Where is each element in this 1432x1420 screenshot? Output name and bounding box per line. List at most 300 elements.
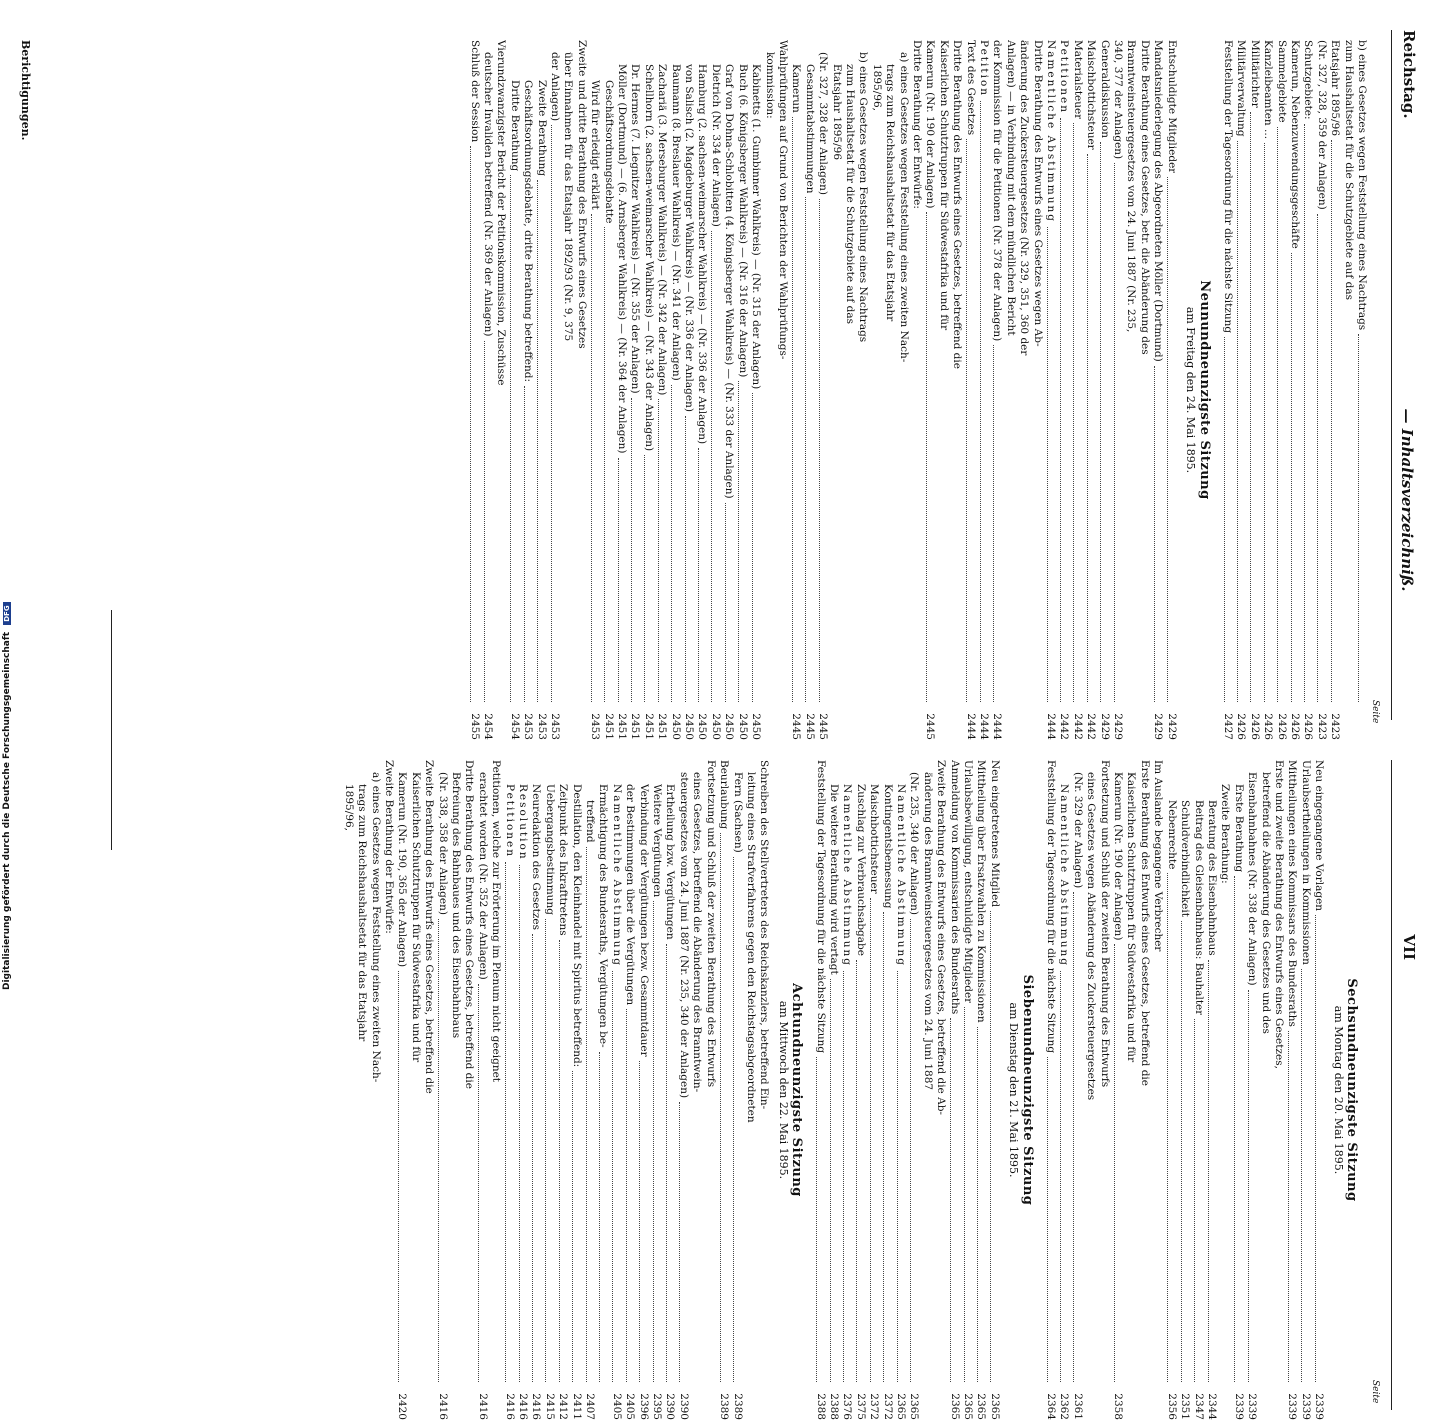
index-entry <box>1164 760 1177 1420</box>
entry-title: Entschuldigte Mitglieder <box>1165 40 1178 174</box>
index-text-line: Etatsjahr 1895/96 <box>830 64 843 161</box>
entry-title: Verbindung der Vergütungen bezw. Gesammtdauer <box>637 784 650 1057</box>
entry-page-number: 2388 <box>827 1393 840 1420</box>
dot-leader <box>1237 141 1238 702</box>
index-entry <box>735 40 748 740</box>
entry-page-number: 2429 <box>1152 713 1165 740</box>
dot-leader <box>1073 892 1074 1382</box>
dot-leader <box>658 399 659 702</box>
dot-leader <box>1167 177 1168 702</box>
entry-title: 340, 377 der Anlagen) <box>1112 40 1125 160</box>
entry-page-number: 2407 <box>584 1393 597 1420</box>
index-text-line: Dritte Berathung des Entwurfs eines Gesetzes, betreffend die <box>463 760 476 1089</box>
dot-leader <box>870 898 871 1382</box>
index-text-line: eines Gesetzes, betreffend die Abänderung des Branntwein- <box>691 772 704 1093</box>
index-entry <box>677 760 690 1420</box>
entry-title: Militärverwaltung <box>1235 40 1248 137</box>
entry-title: Feststellung der Tagesordnung für die nächste Sitzung <box>814 760 827 1054</box>
session-heading: Siebenundneunzigste Sitzung <box>1019 974 1035 1206</box>
index-entry <box>923 40 936 740</box>
entry-title: Die weitere Berathung wird vertagt <box>827 784 840 975</box>
index-entry <box>1111 40 1124 740</box>
index-entry <box>615 40 628 740</box>
index-entry <box>987 760 1000 1420</box>
entry-page-number: 2344 <box>1205 1393 1218 1420</box>
entry-page-number: 2405 <box>610 1393 623 1420</box>
index-text-line: Schreiben des Stellvertreters des Reichskanzlers, betreffend Ein- <box>758 760 771 1110</box>
index-entry <box>628 40 641 740</box>
entry-title: Nebenrechte <box>1165 800 1178 870</box>
entry-title: Namentliche Abstimmung <box>1058 784 1071 967</box>
entry-title: Kamerun (Nr. 190, 365 der Anlagen) <box>396 772 409 968</box>
index-entry <box>1164 40 1177 740</box>
index-entry <box>1084 40 1097 740</box>
session-heading: Achtundneunzigste Sitzung <box>789 983 805 1197</box>
index-entry <box>521 40 534 740</box>
entry-page-number: 2453 <box>589 713 602 740</box>
dot-leader <box>1087 154 1088 702</box>
dot-leader <box>1154 366 1155 702</box>
entry-title: Feststellung der Tagesordnung für die nächste Sitzung <box>1221 40 1234 334</box>
index-text-line: Fortsetzung und Schluß der zweiten Berathung des Entwurfs <box>1098 760 1111 1088</box>
index-entry <box>655 40 668 740</box>
dot-leader <box>752 393 753 702</box>
entry-title: Zeitpunkt des Inkrafttretens <box>557 784 570 936</box>
dot-leader <box>639 1061 640 1382</box>
entry-page-number: 2365 <box>988 1393 1001 1420</box>
entry-title: Schuldverbindlichkeit <box>1179 800 1192 917</box>
entry-page-number: 2365 <box>895 1393 907 1420</box>
dot-leader <box>990 911 991 1382</box>
entry-title: Maischbottichsteuer <box>868 784 881 894</box>
dot-leader <box>1315 915 1316 1382</box>
entry-page-number: 2339 <box>1299 1393 1312 1420</box>
dot-leader <box>1073 123 1074 702</box>
dot-leader <box>532 934 533 1382</box>
entry-page-number: 2416 <box>530 1393 543 1420</box>
dot-leader <box>1291 253 1292 702</box>
dot-leader <box>1234 876 1235 1382</box>
entry-title: Kamerun (Nr. 190 der Anlagen) <box>924 40 937 209</box>
entry-page-number: 2454 <box>482 713 494 740</box>
index-entry <box>1328 40 1341 740</box>
entry-title: Dritte Berathung <box>508 80 521 172</box>
entry-title: Neu eingegangene Vorlagen <box>1313 760 1326 912</box>
entry-title: Text des Gesetzes <box>964 40 977 136</box>
dot-leader <box>1301 969 1302 1382</box>
entry-page-number: 2451 <box>616 713 629 740</box>
entry-title: Erste Berathung <box>1232 784 1245 873</box>
index-text-line: Erste und zweite Berathung des Entwurfs eines Gesetzes, <box>1272 760 1285 1069</box>
entry-page-number: 2444 <box>1045 713 1058 740</box>
index-entry <box>636 760 649 1420</box>
entry-title: der Kommission für die Petitionen (Nr. 378 der Anlagen) <box>991 40 1004 342</box>
index-text-line: über Einnahmen für das Etatsjahr 1892/93 (Nr. 9, 375 <box>562 52 575 342</box>
entry-page-number: 2429 <box>1112 713 1125 740</box>
index-entry <box>641 40 654 740</box>
session-date: am Mittwoch den 22. Mai 1895. <box>776 1000 790 1180</box>
dot-leader <box>612 971 613 1382</box>
entry-page-number: 2426 <box>1235 713 1248 740</box>
page-header-left: Reichstag. <box>1400 30 1418 119</box>
index-text-line: Zweite Berathung des Entwurfs eines Gesetzes, betreffend die <box>423 760 436 1094</box>
index-text-line: Fortsetzung und Schluß der zweiten Berathung des Entwurfs <box>704 760 717 1088</box>
entry-title: Sammelgebiete <box>1275 40 1288 123</box>
entry-page-number: 2429 <box>1165 713 1178 740</box>
entry-page-number: 2365 <box>962 1393 975 1420</box>
dot-leader <box>1317 214 1318 702</box>
dot-leader <box>653 901 654 1382</box>
index-entry <box>516 760 529 1420</box>
dot-leader <box>604 227 605 702</box>
entry-page-number: 2451 <box>602 713 615 740</box>
index-text-line: zum Haushaltsetat für die Schutzgebiete auf das <box>843 64 856 324</box>
entry-page-number: 2416 <box>436 1393 449 1420</box>
dot-leader <box>438 919 439 1382</box>
entry-title: Dietrich (Nr. 334 der Anlagen) <box>709 64 722 227</box>
entry-title: Zachariä (3. Merseburger Wahlkreis) — (Nr. 342 der Anlagen) <box>656 64 669 396</box>
index-text-line: trags zum Reichshaushaltsetat für das Etatsjahr <box>884 64 897 322</box>
dot-leader <box>666 944 667 1382</box>
entry-title: Resolution <box>517 784 530 861</box>
session-heading: Sechsundneunzigste Sitzung <box>1344 978 1359 1202</box>
index-column-right <box>341 760 1368 1420</box>
dot-leader <box>720 833 721 1382</box>
entry-page-number: 2445 <box>924 713 937 740</box>
dot-leader <box>1224 337 1225 702</box>
dot-leader <box>1248 990 1249 1382</box>
dot-leader <box>950 1018 951 1382</box>
entry-page-number: 2411 <box>570 1393 583 1420</box>
dot-leader <box>725 503 726 702</box>
entry-page-number: 2420 <box>396 1393 409 1420</box>
entry-page-number: 2396 <box>637 1393 650 1420</box>
index-text-line: 1895/96, <box>342 784 355 831</box>
index-entry <box>1285 760 1298 1420</box>
entry-title: Feststellung der Tagesordnung für die nächste Sitzung <box>1045 760 1058 1054</box>
index-entry <box>802 40 815 740</box>
dot-leader <box>551 125 552 702</box>
dot-leader <box>1250 112 1251 702</box>
entry-page-number: 2426 <box>1248 713 1261 740</box>
entry-title: b) eines Gesetzes wegen Feststellung eines Nachtrags <box>1356 40 1368 331</box>
entry-title: Zweite Berathung <box>535 80 548 177</box>
entry-title: Militärichter <box>1248 40 1261 108</box>
dot-leader <box>993 345 994 702</box>
index-entry <box>977 40 990 740</box>
dot-leader <box>1264 143 1265 702</box>
index-entry <box>1191 760 1204 1420</box>
entry-title: (Nr. 235, 340 der Anlagen) <box>908 772 921 915</box>
dot-leader <box>519 865 520 1382</box>
entry-page-number: 2442 <box>1071 713 1084 740</box>
index-text-line: Dritte Berathung des Entwurfs eines Gesetzes, betreffend die <box>951 40 964 369</box>
index-text-line: Zweite und dritte Berathung des Entwurfs eines Gesetzes <box>575 40 588 349</box>
index-text-line: Kaiserlichen Schutztruppen für Südwestafrika und für <box>1125 772 1138 1063</box>
entry-title: Wird für erledigt erklärt <box>589 80 602 210</box>
entry-page-number: 2451 <box>656 713 669 740</box>
index-text-line: trags zum Reichshaushaltsetat für das Etatsjahr <box>356 784 369 1042</box>
entry-title: Beurlaubung <box>718 760 731 830</box>
entry-title: Maischbottichsteuer <box>1085 40 1098 150</box>
entry-page-number: 2426 <box>1262 713 1275 740</box>
dot-leader <box>545 919 546 1382</box>
index-entry <box>894 760 907 1420</box>
index-entry <box>481 40 494 740</box>
session-heading: Neunundneunzigste Sitzung <box>1196 280 1212 500</box>
entry-title: Kanzleibeamten ... <box>1262 40 1275 140</box>
dot-leader <box>685 416 686 702</box>
index-entry <box>467 40 480 740</box>
index-entry <box>435 760 448 1420</box>
dot-leader <box>816 1057 817 1382</box>
entry-title: Petition <box>978 40 991 98</box>
dot-leader <box>1358 334 1359 702</box>
entry-page-number: 2426 <box>1302 713 1315 740</box>
index-entry <box>1205 760 1218 1420</box>
dot-leader <box>626 1009 627 1382</box>
index-entry <box>1314 40 1327 740</box>
dot-leader <box>805 197 806 702</box>
index-entry <box>974 760 987 1420</box>
entry-page-number: 2442 <box>1058 713 1071 740</box>
entry-title: von Salisch (2. Magdeburger Wahlkreis) — (Nr. 336 der Anlagen) <box>683 64 696 412</box>
dot-leader <box>631 398 632 702</box>
index-entry <box>990 40 1003 740</box>
index-text-line: Kaiserlichen Schutztruppen für Südwestafrika und für <box>937 40 950 331</box>
entry-page-number: 2423 <box>1329 713 1342 740</box>
dot-leader <box>964 1007 965 1382</box>
entry-page-number: 2365 <box>975 1393 988 1420</box>
entry-page-number: 2351 <box>1179 1393 1192 1420</box>
dot-leader <box>1114 944 1115 1382</box>
dot-leader <box>733 857 734 1382</box>
entry-page-number: 2365 <box>908 1393 921 1420</box>
entry-page-number: 2361 <box>1071 1393 1084 1420</box>
entry-title: Generaldiskussion <box>1098 40 1111 139</box>
entry-page-number: 2389 <box>718 1393 731 1420</box>
entry-page-number: 2362 <box>1058 1393 1071 1420</box>
index-entry <box>556 760 569 1420</box>
index-entry <box>1245 760 1258 1420</box>
entry-page-number: 2347 <box>1192 1393 1205 1420</box>
dot-leader <box>926 212 927 702</box>
entry-page-number: 2442 <box>1085 713 1098 740</box>
index-entry <box>529 760 542 1420</box>
index-entry <box>963 40 976 740</box>
dot-leader <box>883 912 884 1382</box>
entry-title: Kamerun, Nebenzuwendungsgeschäfte <box>1288 40 1301 249</box>
dot-leader <box>1331 140 1332 702</box>
index-entry <box>623 760 636 1420</box>
dot-leader <box>819 199 820 702</box>
index-entry <box>1298 760 1311 1420</box>
entry-title: (Nr. 327, 328 der Anlagen) <box>817 52 830 195</box>
entry-title: erachtet worden (Nr. 352 der Anlagen) <box>476 772 489 980</box>
entry-title: Schellhorn (2. sachsen-weimarscher Wahlkreis) — (Nr. 343 der Anlagen) <box>642 64 655 452</box>
entry-page-number: 2451 <box>629 713 642 740</box>
entry-title: Ertheilung bzw. Vergütungen <box>664 784 677 940</box>
entry-page-number: 2453 <box>522 713 535 740</box>
entry-page-number: 2450 <box>723 713 736 740</box>
entry-title: Materialsteuer <box>1071 40 1084 120</box>
entry-title: Namentliche Abstimmung <box>610 784 623 967</box>
dot-leader <box>698 448 699 702</box>
index-entry <box>853 760 866 1420</box>
entry-title: Anmeldung von Kommissarien des Bundesraths <box>948 760 961 1015</box>
entry-page-number: 2455 <box>468 713 481 740</box>
entry-title: Urlaubsertheilungen in Kommissionen <box>1299 760 1312 965</box>
entry-page-number: 2416 <box>476 1393 489 1420</box>
index-text-line: änderung des Branntweinsteuergesetzes vom 24. Juni 1887 <box>921 772 934 1091</box>
index-entry <box>395 760 408 1420</box>
entry-title: Gesammtabstimmungen <box>803 64 816 194</box>
dot-leader <box>1114 163 1115 702</box>
dot-leader <box>1060 971 1061 1382</box>
entry-page-number: 2412 <box>557 1393 570 1420</box>
index-entry <box>583 760 596 1420</box>
dot-leader <box>1208 960 1209 1382</box>
dot-leader <box>470 146 471 702</box>
index-entry <box>947 760 960 1420</box>
dot-leader <box>591 214 592 702</box>
index-entry <box>548 40 561 740</box>
entry-title: der Anlagen) <box>549 52 562 122</box>
dot-leader <box>478 984 479 1382</box>
entry-page-number: 2445 <box>817 713 830 740</box>
entry-title: Petitionen <box>1058 40 1071 115</box>
entry-title: (Nr. 338, 358 der Anlagen) <box>436 772 449 915</box>
entry-page-number: 2339 <box>1313 1393 1326 1420</box>
dot-leader <box>980 101 981 702</box>
entry-page-number: 2450 <box>709 713 722 740</box>
entry-page-number: 2445 <box>803 713 816 740</box>
index-text-line: Zweite Berathung: <box>1219 784 1232 884</box>
index-entry <box>609 760 622 1420</box>
entry-page-number: 2372 <box>881 1393 894 1420</box>
entry-title: Neu eingetretenes Mitglied <box>988 760 1001 908</box>
index-entry <box>1151 40 1164 740</box>
index-text-line: Branntweinsteuergesetzes vom 24. Juni 1887 (Nr. 235, <box>1125 40 1138 333</box>
index-entry <box>663 760 676 1420</box>
entry-title: Namentliche Abstimmung <box>1045 40 1058 223</box>
dot-leader <box>1167 873 1168 1382</box>
entry-title: Petitionen <box>503 784 516 859</box>
entry-title: Mittheilung über Ersatzwahlen zu Kommissionen <box>975 760 988 1023</box>
entry-page-number: 2364 <box>1045 1393 1058 1420</box>
dot-leader <box>572 1071 573 1382</box>
index-text-line: Dritte Berathung eines Gesetzes, betr. die Abänderung des <box>1138 40 1151 355</box>
index-entry <box>475 760 488 1420</box>
entry-page-number: 2426 <box>1288 713 1301 740</box>
dot-leader <box>680 1102 681 1382</box>
entry-page-number: 2356 <box>1165 1393 1178 1420</box>
entry-title: Schluß der Session <box>468 40 481 143</box>
dot-leader <box>559 940 560 1382</box>
entry-title: Weitere Vergütungen <box>651 784 664 898</box>
index-entry <box>1097 40 1110 740</box>
separator-line <box>111 610 112 850</box>
entry-page-number: 2450 <box>736 713 749 740</box>
index-text-line: Petitionen, welche zur Erörterung im Plenum nicht geeignet <box>490 760 503 1083</box>
index-entry <box>730 760 743 1420</box>
entry-title: Möller (Dortmund) — (6. Arnsberger Wahlkreis) — (Nr. 364 der Anlagen) <box>616 64 629 454</box>
entry-title: Uebergangsbestimmung <box>543 784 556 915</box>
dot-leader <box>1194 1019 1195 1382</box>
entry-page-number: 2429 <box>1098 713 1111 740</box>
entry-title: Geschäftsordnungsdebatte <box>602 80 615 224</box>
index-entry <box>961 760 974 1420</box>
entry-page-number: 2416 <box>517 1393 530 1420</box>
entry-page-number: 2339 <box>1232 1393 1245 1420</box>
index-entry <box>1261 40 1274 740</box>
seite-label-right: Seite <box>1370 1380 1380 1404</box>
header-rule-right <box>1391 760 1392 1410</box>
index-entry <box>588 40 601 740</box>
dot-leader <box>484 341 485 702</box>
entry-title: Ermächtigung des Bundesraths, Vergütungen be- <box>597 784 610 1048</box>
page-header-center: — Inhaltsverzeichniß. <box>1398 408 1416 592</box>
entry-page-number: 2453 <box>535 713 548 740</box>
index-entry <box>1247 40 1260 740</box>
entry-title: (Nr. 329 der Anlagen) <box>1071 772 1084 889</box>
entry-title: Dr. Hermes (7. Liegnitzer Wahlkreis) — (Nr. 355 der Anlagen) <box>629 64 642 394</box>
index-text-line: eines Gesetzes wegen Abänderung des Zuckersteuergesetzes <box>1085 772 1098 1101</box>
index-entry <box>1355 40 1368 740</box>
entry-title: Hamburg (2. sachsen-weimarscher Wahlkreis) — (Nr. 336 der Anlagen) <box>696 64 709 445</box>
index-entry <box>813 760 826 1420</box>
index-text-line: Kaiserlichen Schutztruppen für Südwestafrika und für <box>409 772 422 1063</box>
index-entry <box>1231 760 1244 1420</box>
index-text-line: Wahlprüfungen auf Grund von Berichten der Wahlprüfungs- <box>776 40 789 360</box>
dot-leader <box>738 381 739 702</box>
entry-title: Baumann (8. Breslauer Wahlkreis) — (Nr. 341 der Anlagen) <box>669 64 682 381</box>
index-entry <box>1111 760 1124 1420</box>
entry-title: Zuschlag zur Verbrauchsabgabe <box>854 784 867 956</box>
index-entry <box>867 760 880 1420</box>
entry-page-number: 2405 <box>624 1393 637 1420</box>
entry-title: treffend <box>584 800 597 843</box>
header-rule-left <box>1391 30 1392 720</box>
index-entry <box>601 40 614 740</box>
page-number: VII <box>1400 934 1418 960</box>
entry-title: Etatsjahr 1895/96 <box>1329 40 1342 137</box>
index-entry <box>816 40 829 740</box>
digitization-text: Digitalisierung gefördert durch die Deutsche Forschungsgemeinschaft <box>2 631 12 990</box>
session-date: am Dienstag den 21. Mai 1895. <box>1007 1002 1021 1178</box>
entry-title: Kamerun <box>790 64 803 113</box>
seite-label-left: Seite <box>1370 700 1380 724</box>
entry-page-number: 2451 <box>642 713 655 740</box>
index-entry <box>542 760 555 1420</box>
entry-title: Mittheilungen eines Kommissars des Bundesraths <box>1286 760 1299 1027</box>
dot-leader <box>712 231 713 702</box>
entry-page-number: 2339 <box>1246 1393 1259 1420</box>
index-entry <box>502 760 515 1420</box>
index-entry <box>650 760 663 1420</box>
dot-leader <box>1288 1031 1289 1382</box>
session-date: am Montag den 20. Mai 1895. <box>1331 1005 1345 1175</box>
index-entry <box>1221 40 1234 740</box>
entry-page-number: 2389 <box>731 1393 744 1420</box>
index-text-line: Befreiung des Bahnbaues und des Eisenbahnbaus <box>450 772 462 1039</box>
entry-page-number: 2376 <box>841 1393 854 1420</box>
entry-page-number: 2445 <box>790 713 803 740</box>
entry-title: Kamerun (Nr. 190 der Anlagen) <box>1112 772 1125 941</box>
index-text-line: leitung eines Strafverfahrens gegen den Reichstagsabgeordneten <box>744 772 757 1123</box>
dot-leader <box>505 862 506 1382</box>
entry-page-number: 2358 <box>1112 1393 1125 1420</box>
